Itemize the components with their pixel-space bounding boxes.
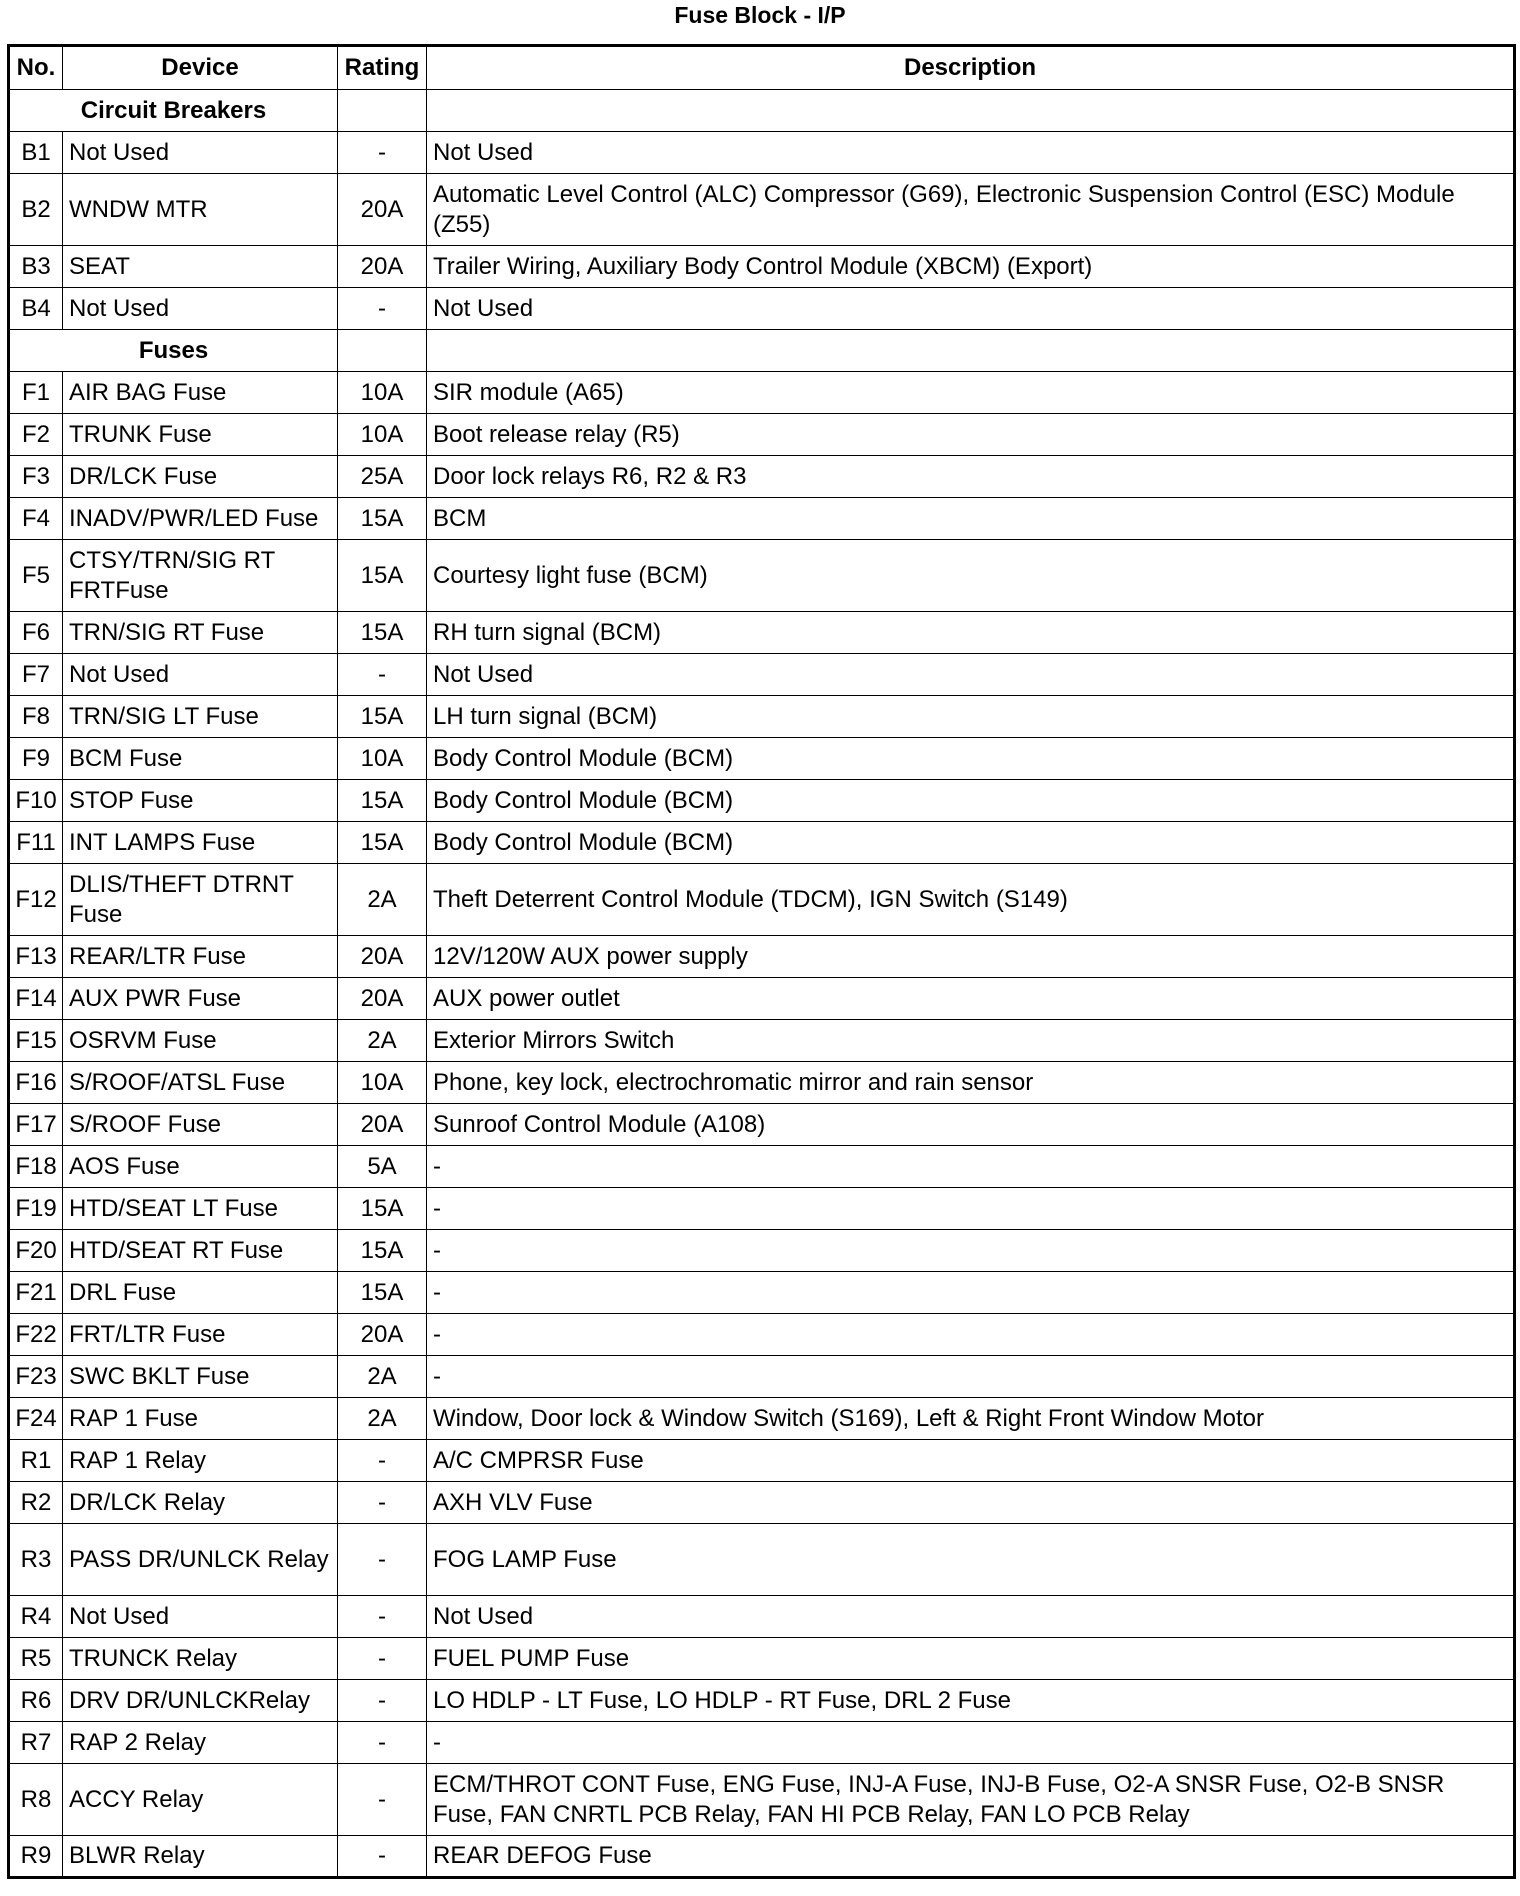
cell-device: DRL Fuse bbox=[63, 1272, 338, 1314]
cell-device: TRUNK Fuse bbox=[63, 414, 338, 456]
table-row bbox=[9, 1722, 1515, 1764]
cell-device: OSRVM Fuse bbox=[63, 1020, 338, 1062]
table-row bbox=[9, 612, 1515, 654]
cell-rating: - bbox=[338, 1482, 427, 1524]
cell-rating: 15A bbox=[338, 822, 427, 864]
cell-device: AOS Fuse bbox=[63, 1146, 338, 1188]
cell-description: RH turn signal (BCM) bbox=[427, 612, 1515, 654]
section-title: Circuit Breakers bbox=[9, 90, 338, 132]
cell-rating: - bbox=[338, 288, 427, 330]
cell-rating: 20A bbox=[338, 936, 427, 978]
cell-rating: 2A bbox=[338, 864, 427, 936]
table-row bbox=[9, 1398, 1515, 1440]
table-row bbox=[9, 1680, 1515, 1722]
table-row bbox=[9, 738, 1515, 780]
table-row bbox=[9, 1524, 1515, 1596]
cell-description: Body Control Module (BCM) bbox=[427, 780, 1515, 822]
cell-rating: 10A bbox=[338, 738, 427, 780]
header-rating: Rating bbox=[338, 46, 427, 90]
cell-description: Phone, key lock, electrochromatic mirror and rain sensor bbox=[427, 1062, 1515, 1104]
table-row bbox=[9, 696, 1515, 738]
table-row bbox=[9, 1188, 1515, 1230]
cell-rating: 20A bbox=[338, 246, 427, 288]
section-title: Fuses bbox=[9, 330, 338, 372]
cell-no: R9 bbox=[9, 1836, 63, 1878]
cell-rating: - bbox=[338, 1524, 427, 1596]
section-row-fuses bbox=[9, 330, 1515, 372]
table-row bbox=[9, 1638, 1515, 1680]
cell-no: R7 bbox=[9, 1722, 63, 1764]
cell-device: HTD/SEAT LT Fuse bbox=[63, 1188, 338, 1230]
cell-no: F8 bbox=[9, 696, 63, 738]
table-row bbox=[9, 822, 1515, 864]
cell-rating: 20A bbox=[338, 1314, 427, 1356]
cell-no: F19 bbox=[9, 1188, 63, 1230]
cell-description: LO HDLP - LT Fuse, LO HDLP - RT Fuse, DRL 2 Fuse bbox=[427, 1680, 1515, 1722]
cell-description: AUX power outlet bbox=[427, 978, 1515, 1020]
cell-description: - bbox=[427, 1188, 1515, 1230]
cell-no: F9 bbox=[9, 738, 63, 780]
table-row bbox=[9, 864, 1515, 936]
table-row bbox=[9, 654, 1515, 696]
header-device: Device bbox=[63, 46, 338, 90]
cell-rating: 15A bbox=[338, 780, 427, 822]
cell-no: F10 bbox=[9, 780, 63, 822]
cell-device: CTSY/TRN/SIG RT FRTFuse bbox=[63, 540, 338, 612]
cell-description: Theft Deterrent Control Module (TDCM), IGN Switch (S149) bbox=[427, 864, 1515, 936]
table-row bbox=[9, 1272, 1515, 1314]
cell-description: Sunroof Control Module (A108) bbox=[427, 1104, 1515, 1146]
header-description: Description bbox=[427, 46, 1515, 90]
header-no: No. bbox=[9, 46, 63, 90]
cell-description: BCM bbox=[427, 498, 1515, 540]
cell-description: FUEL PUMP Fuse bbox=[427, 1638, 1515, 1680]
header-row bbox=[9, 46, 1515, 90]
cell-no: F7 bbox=[9, 654, 63, 696]
cell-description: - bbox=[427, 1314, 1515, 1356]
cell-no: B1 bbox=[9, 132, 63, 174]
empty-cell bbox=[338, 330, 427, 372]
cell-description: LH turn signal (BCM) bbox=[427, 696, 1515, 738]
cell-description: Window, Door lock & Window Switch (S169), Left & Right Front Window Motor bbox=[427, 1398, 1515, 1440]
cell-no: R5 bbox=[9, 1638, 63, 1680]
cell-description: ECM/THROT CONT Fuse, ENG Fuse, INJ-A Fuse, INJ-B Fuse, O2-A SNSR Fuse, O2-B SNSR Fuse, FAN CNRTL PCB Relay, FAN HI PCB Relay, FAN LO PCB Relay bbox=[427, 1764, 1515, 1836]
cell-device: SEAT bbox=[63, 246, 338, 288]
cell-description: - bbox=[427, 1722, 1515, 1764]
cell-rating: 15A bbox=[338, 1272, 427, 1314]
cell-rating: 15A bbox=[338, 696, 427, 738]
table-row bbox=[9, 978, 1515, 1020]
cell-no: F22 bbox=[9, 1314, 63, 1356]
table-row bbox=[9, 936, 1515, 978]
empty-cell bbox=[427, 90, 1515, 132]
cell-rating: 2A bbox=[338, 1356, 427, 1398]
cell-device: ACCY Relay bbox=[63, 1764, 338, 1836]
cell-device: Not Used bbox=[63, 1596, 338, 1638]
table-row bbox=[9, 1764, 1515, 1836]
table-row bbox=[9, 1596, 1515, 1638]
cell-no: F3 bbox=[9, 456, 63, 498]
cell-device: DLIS/THEFT DTRNT Fuse bbox=[63, 864, 338, 936]
cell-rating: 25A bbox=[338, 456, 427, 498]
cell-rating: - bbox=[338, 654, 427, 696]
cell-device: BLWR Relay bbox=[63, 1836, 338, 1878]
cell-no: F18 bbox=[9, 1146, 63, 1188]
cell-description: Not Used bbox=[427, 288, 1515, 330]
cell-device: AIR BAG Fuse bbox=[63, 372, 338, 414]
cell-rating: - bbox=[338, 1638, 427, 1680]
cell-no: R2 bbox=[9, 1482, 63, 1524]
table-row bbox=[9, 414, 1515, 456]
table-row bbox=[9, 780, 1515, 822]
cell-no: F12 bbox=[9, 864, 63, 936]
cell-rating: 15A bbox=[338, 612, 427, 654]
cell-no: F6 bbox=[9, 612, 63, 654]
cell-device: DR/LCK Relay bbox=[63, 1482, 338, 1524]
page-title: Fuse Block - I/P bbox=[674, 2, 846, 28]
cell-description: Not Used bbox=[427, 1596, 1515, 1638]
cell-no: F21 bbox=[9, 1272, 63, 1314]
cell-rating: 15A bbox=[338, 498, 427, 540]
cell-description: Not Used bbox=[427, 132, 1515, 174]
cell-device: S/ROOF Fuse bbox=[63, 1104, 338, 1146]
cell-device: RAP 1 Fuse bbox=[63, 1398, 338, 1440]
table-row bbox=[9, 132, 1515, 174]
cell-rating: 10A bbox=[338, 1062, 427, 1104]
cell-no: F20 bbox=[9, 1230, 63, 1272]
cell-no: R3 bbox=[9, 1524, 63, 1596]
cell-rating: - bbox=[338, 1764, 427, 1836]
cell-device: BCM Fuse bbox=[63, 738, 338, 780]
cell-no: F23 bbox=[9, 1356, 63, 1398]
cell-device: RAP 1 Relay bbox=[63, 1440, 338, 1482]
empty-cell bbox=[338, 90, 427, 132]
cell-no: F1 bbox=[9, 372, 63, 414]
cell-rating: 2A bbox=[338, 1020, 427, 1062]
cell-description: Automatic Level Control (ALC) Compressor (G69), Electronic Suspension Control (ESC) Module (Z55) bbox=[427, 174, 1515, 246]
cell-rating: - bbox=[338, 1440, 427, 1482]
cell-no: R4 bbox=[9, 1596, 63, 1638]
cell-description: REAR DEFOG Fuse bbox=[427, 1836, 1515, 1878]
fuse-table bbox=[7, 44, 1516, 1879]
cell-rating: 15A bbox=[338, 540, 427, 612]
table-row bbox=[9, 1230, 1515, 1272]
table-row bbox=[9, 246, 1515, 288]
cell-description: A/C CMPRSR Fuse bbox=[427, 1440, 1515, 1482]
cell-rating: 2A bbox=[338, 1398, 427, 1440]
table-row bbox=[9, 372, 1515, 414]
cell-description: Courtesy light fuse (BCM) bbox=[427, 540, 1515, 612]
cell-description: AXH VLV Fuse bbox=[427, 1482, 1515, 1524]
cell-description: - bbox=[427, 1146, 1515, 1188]
cell-description: Door lock relays R6, R2 & R3 bbox=[427, 456, 1515, 498]
table-body bbox=[9, 90, 1515, 1878]
cell-no: F5 bbox=[9, 540, 63, 612]
table-row bbox=[9, 1440, 1515, 1482]
cell-device: TRN/SIG LT Fuse bbox=[63, 696, 338, 738]
cell-device: S/ROOF/ATSL Fuse bbox=[63, 1062, 338, 1104]
table-row bbox=[9, 1146, 1515, 1188]
cell-device: INT LAMPS Fuse bbox=[63, 822, 338, 864]
cell-device: RAP 2 Relay bbox=[63, 1722, 338, 1764]
cell-description: 12V/120W AUX power supply bbox=[427, 936, 1515, 978]
cell-device: FRT/LTR Fuse bbox=[63, 1314, 338, 1356]
cell-description: Not Used bbox=[427, 654, 1515, 696]
cell-no: F15 bbox=[9, 1020, 63, 1062]
cell-description: Body Control Module (BCM) bbox=[427, 738, 1515, 780]
table-row bbox=[9, 540, 1515, 612]
cell-device: PASS DR/UNLCK Relay bbox=[63, 1524, 338, 1596]
cell-rating: 20A bbox=[338, 978, 427, 1020]
cell-rating: 10A bbox=[338, 414, 427, 456]
cell-device: TRN/SIG RT Fuse bbox=[63, 612, 338, 654]
table-row bbox=[9, 1020, 1515, 1062]
cell-no: B4 bbox=[9, 288, 63, 330]
cell-description: Exterior Mirrors Switch bbox=[427, 1020, 1515, 1062]
cell-no: F4 bbox=[9, 498, 63, 540]
cell-device: HTD/SEAT RT Fuse bbox=[63, 1230, 338, 1272]
table-row bbox=[9, 174, 1515, 246]
cell-no: F13 bbox=[9, 936, 63, 978]
table-row bbox=[9, 1104, 1515, 1146]
cell-description: Boot release relay (R5) bbox=[427, 414, 1515, 456]
cell-rating: 5A bbox=[338, 1146, 427, 1188]
cell-device: Not Used bbox=[63, 288, 338, 330]
cell-device: WNDW MTR bbox=[63, 174, 338, 246]
cell-description: - bbox=[427, 1230, 1515, 1272]
cell-device: DRV DR/UNLCKRelay bbox=[63, 1680, 338, 1722]
cell-rating: - bbox=[338, 1722, 427, 1764]
cell-rating: - bbox=[338, 1596, 427, 1638]
cell-device: TRUNCK Relay bbox=[63, 1638, 338, 1680]
cell-rating: 10A bbox=[338, 372, 427, 414]
table-row bbox=[9, 456, 1515, 498]
cell-device: STOP Fuse bbox=[63, 780, 338, 822]
cell-device: REAR/LTR Fuse bbox=[63, 936, 338, 978]
table-row bbox=[9, 288, 1515, 330]
cell-no: F11 bbox=[9, 822, 63, 864]
cell-rating: 20A bbox=[338, 174, 427, 246]
cell-no: R6 bbox=[9, 1680, 63, 1722]
table-row bbox=[9, 1314, 1515, 1356]
cell-no: F2 bbox=[9, 414, 63, 456]
cell-description: - bbox=[427, 1272, 1515, 1314]
cell-description: FOG LAMP Fuse bbox=[427, 1524, 1515, 1596]
cell-description: - bbox=[427, 1356, 1515, 1398]
cell-device: AUX PWR Fuse bbox=[63, 978, 338, 1020]
cell-device: SWC BKLT Fuse bbox=[63, 1356, 338, 1398]
cell-device: Not Used bbox=[63, 132, 338, 174]
section-row-breakers bbox=[9, 90, 1515, 132]
cell-rating: - bbox=[338, 132, 427, 174]
cell-description: Body Control Module (BCM) bbox=[427, 822, 1515, 864]
cell-description: Trailer Wiring, Auxiliary Body Control Module (XBCM) (Export) bbox=[427, 246, 1515, 288]
empty-cell bbox=[427, 330, 1515, 372]
cell-rating: 15A bbox=[338, 1188, 427, 1230]
cell-rating: 20A bbox=[338, 1104, 427, 1146]
cell-no: R8 bbox=[9, 1764, 63, 1836]
cell-rating: - bbox=[338, 1680, 427, 1722]
cell-device: INADV/PWR/LED Fuse bbox=[63, 498, 338, 540]
cell-no: R1 bbox=[9, 1440, 63, 1482]
cell-no: F17 bbox=[9, 1104, 63, 1146]
cell-rating: 15A bbox=[338, 1230, 427, 1272]
cell-no: F24 bbox=[9, 1398, 63, 1440]
cell-no: B3 bbox=[9, 246, 63, 288]
table-row bbox=[9, 1836, 1515, 1878]
cell-device: Not Used bbox=[63, 654, 338, 696]
table-row bbox=[9, 1356, 1515, 1398]
cell-no: F14 bbox=[9, 978, 63, 1020]
cell-description: SIR module (A65) bbox=[427, 372, 1515, 414]
cell-device: DR/LCK Fuse bbox=[63, 456, 338, 498]
cell-no: F16 bbox=[9, 1062, 63, 1104]
table-row bbox=[9, 1062, 1515, 1104]
table-row bbox=[9, 1482, 1515, 1524]
cell-rating: - bbox=[338, 1836, 427, 1878]
table-row bbox=[9, 498, 1515, 540]
cell-no: B2 bbox=[9, 174, 63, 246]
